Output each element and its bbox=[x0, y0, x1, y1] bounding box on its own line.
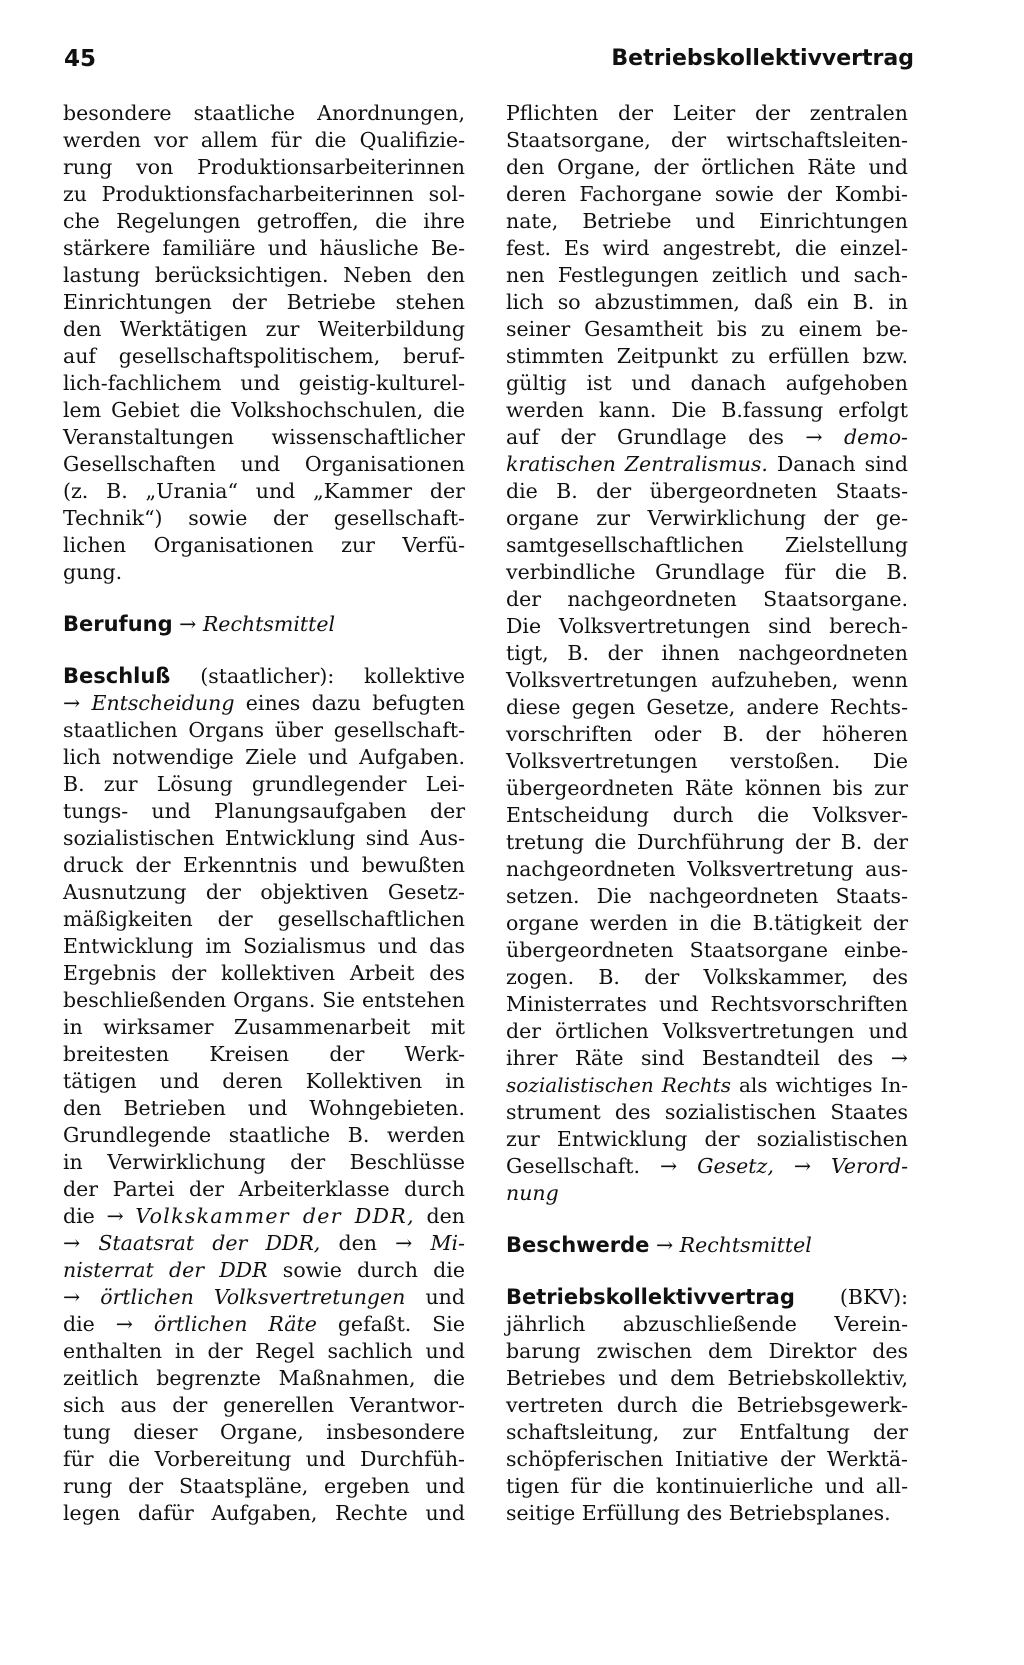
cross-reference-link[interactable]: demo- bbox=[844, 425, 908, 449]
entry-bkv-head bbox=[506, 1284, 908, 1311]
text-line: gültig ist und danach aufgehoben bbox=[506, 371, 908, 395]
text-span: die bbox=[63, 1312, 95, 1336]
text-line: schaftsleitung, zur Entfaltung der bbox=[506, 1420, 908, 1444]
text-line: beschließenden Organs. Sie entstehen bbox=[63, 988, 465, 1012]
text-line: für die Vorbereitung und Durchfüh- bbox=[63, 1447, 465, 1471]
text-line: Pflichten der Leiter der zentralen bbox=[506, 101, 908, 125]
text-span: als wichtiges In- bbox=[738, 1073, 908, 1097]
text-span: den bbox=[338, 1231, 377, 1255]
cross-reference-link[interactable]: sozialistischen Rechts bbox=[506, 1073, 731, 1097]
text-line: tätigen und deren Kollektiven in bbox=[63, 1069, 465, 1093]
text-line: in wirksamer Zusammenarbeit mit bbox=[63, 1015, 465, 1039]
page-number: 45 bbox=[64, 46, 97, 72]
text-line: seitige Erfüllung des Betriebsplanes. bbox=[506, 1501, 891, 1525]
text-line: lastung berücksichtigen. Neben den bbox=[63, 263, 465, 287]
text-line: Betriebes und dem Betriebskollektiv, bbox=[506, 1366, 908, 1390]
text-line: zur Entwicklung der sozialistischen bbox=[506, 1127, 908, 1151]
text-line: besondere staatliche Anordnungen, bbox=[63, 101, 465, 125]
text-line: rung der Staatspläne, ergeben und bbox=[63, 1474, 465, 1498]
text-line: Gesellschaften und Organisationen bbox=[63, 452, 465, 476]
text-line: in Verwirklichung der Beschlüsse bbox=[63, 1150, 465, 1174]
text-line: tretung die Durchführung der B. der bbox=[506, 830, 908, 854]
text-line: werden kann. Die B.fassung erfolgt bbox=[506, 398, 908, 422]
text-line bbox=[506, 1072, 908, 1099]
text-line: sozialistischen Entwicklung sind Aus- bbox=[63, 826, 465, 850]
text-line: nachgeordneten Volksvertretung aus- bbox=[506, 857, 908, 881]
headword: Berufung bbox=[63, 612, 173, 636]
headword: Betriebskollektivvertrag bbox=[506, 1285, 795, 1309]
text-line: übergeordneten Räte können bis zur bbox=[506, 776, 908, 800]
text-line: diese gegen Gesetze, andere Rechts- bbox=[506, 695, 908, 719]
text-line: tigen für die kontinuierliche und all- bbox=[506, 1474, 908, 1498]
cross-reference-link[interactable]: Staatsrat der DDR, bbox=[98, 1231, 321, 1255]
text-line bbox=[506, 424, 908, 451]
cross-reference-link[interactable]: Entscheidung bbox=[91, 691, 235, 715]
text-line: den Betrieben und Wohngebieten. bbox=[63, 1096, 465, 1120]
text-line: zu Produktionsfacharbeiterinnen sol- bbox=[63, 182, 465, 206]
entry-berufung bbox=[63, 611, 465, 638]
cross-reference-link[interactable]: kratischen Zentralismus. bbox=[506, 452, 768, 476]
text-line: vertreten durch die Betriebsgewerk- bbox=[506, 1393, 908, 1417]
text-line: lich notwendige Ziele und Aufgaben. bbox=[63, 745, 465, 769]
text-line bbox=[63, 1311, 465, 1338]
text-line: stärkere familiäre und häusliche Be- bbox=[63, 236, 465, 260]
text-line: nen Festlegungen zeitlich und sach- bbox=[506, 263, 908, 287]
text-line: werden vor allem für die Qualifizie- bbox=[63, 128, 465, 152]
text-span: die bbox=[63, 1204, 95, 1228]
text-line: Die Volksvertretungen sind berech- bbox=[506, 614, 908, 638]
cross-reference-link[interactable]: Mi- bbox=[430, 1231, 465, 1255]
text-span: und bbox=[425, 1285, 465, 1309]
text-line: verbindliche Grundlage für die B. bbox=[506, 560, 908, 584]
text-line: Ausnutzung der objektiven Gesetz- bbox=[63, 880, 465, 904]
arrow-icon: → bbox=[115, 1312, 133, 1336]
text-line: auf gesellschaftspolitischem, beruf- bbox=[63, 344, 465, 368]
cross-reference-link[interactable]: Rechtsmittel bbox=[679, 1233, 812, 1257]
text-line: nate, Betriebe und Einrichtungen bbox=[506, 209, 908, 233]
text-line: breitesten Kreisen der Werk- bbox=[63, 1042, 465, 1066]
text-span: sowie durch die bbox=[282, 1258, 465, 1282]
headword: Beschwerde bbox=[506, 1233, 650, 1257]
text-line: seiner Gesamtheit bis zu einem be- bbox=[506, 317, 908, 341]
text-line: gung. bbox=[63, 560, 123, 584]
text-line bbox=[506, 451, 908, 478]
arrow-icon: → bbox=[805, 425, 823, 449]
text-line: Entscheidung durch die Volksver- bbox=[506, 803, 908, 827]
text-line: organe werden in die B.tätigkeit der bbox=[506, 911, 908, 935]
text-span: Gesellschaft. bbox=[506, 1154, 641, 1178]
text-line: der Partei der Arbeiterklasse durch bbox=[63, 1177, 465, 1201]
arrow-icon: → bbox=[395, 1231, 413, 1255]
cross-reference-link[interactable]: örtlichen Volksvertretungen bbox=[100, 1285, 406, 1309]
text-line: Ergebnis der kollektiven Arbeit des bbox=[63, 961, 465, 985]
text-line: B. zur Lösung grundlegender Lei- bbox=[63, 772, 465, 796]
text-line: Technik“) sowie der gesellschaft- bbox=[63, 506, 465, 530]
text-span: eines dazu befugten bbox=[245, 691, 465, 715]
text-line: barung zwischen dem Direktor des bbox=[506, 1339, 908, 1363]
text-line: mäßigkeiten der gesellschaftlichen bbox=[63, 907, 465, 931]
text-line bbox=[63, 1230, 465, 1257]
text-span: (BKV): bbox=[839, 1285, 908, 1309]
arrow-icon: → bbox=[106, 1204, 124, 1228]
text-line: jährlich abzuschließende Verein- bbox=[506, 1312, 908, 1336]
arrow-icon: → bbox=[793, 1154, 811, 1178]
text-line: Staatsorgane, der wirtschaftsleiten- bbox=[506, 128, 908, 152]
cross-reference-link[interactable]: nisterrat der DDR bbox=[63, 1258, 268, 1282]
text-line: der nachgeordneten Staatsorgane. bbox=[506, 587, 908, 611]
text-line: lichen Organisationen zur Verfü- bbox=[63, 533, 465, 557]
text-line: Einrichtungen der Betriebe stehen bbox=[63, 290, 465, 314]
text-line: Veranstaltungen wissenschaftlicher bbox=[63, 425, 465, 449]
arrow-icon: → bbox=[63, 691, 81, 715]
text-line: Ministerrates und Rechtsvorschriften bbox=[506, 992, 908, 1016]
text-line: sich aus der generellen Verantwor- bbox=[63, 1393, 465, 1417]
text-line: Volksvertretungen verstoßen. Die bbox=[506, 749, 908, 773]
text-line: stimmten Zeitpunkt zu erfüllen bzw. bbox=[506, 344, 908, 368]
running-head: Betriebskollektivvertrag bbox=[611, 46, 914, 71]
text-line: Volksvertretungen aufzuheben, wenn bbox=[506, 668, 908, 692]
cross-reference-link[interactable]: Verord- bbox=[830, 1154, 908, 1178]
arrow-icon: → bbox=[660, 1154, 678, 1178]
text-line: zeitlich begrenzte Maßnahmen, die bbox=[63, 1366, 465, 1390]
text-span: (staatlicher): kollektive bbox=[200, 664, 465, 688]
text-line: che Regelungen getroffen, die ihre bbox=[63, 209, 465, 233]
text-line: strument des sozialistischen Staates bbox=[506, 1100, 908, 1124]
text-span: ihrer Räte sind Bestandteil des bbox=[506, 1046, 874, 1070]
text-line: die B. der übergeordneten Staats- bbox=[506, 479, 908, 503]
arrow-icon: → bbox=[655, 1233, 674, 1257]
text-line: der örtlichen Volksvertretungen und bbox=[506, 1019, 908, 1043]
text-line: lem Gebiet die Volkshochschulen, die bbox=[63, 398, 465, 422]
text-line: druck der Erkenntnis und bewußten bbox=[63, 853, 465, 877]
cross-reference-link[interactable]: Rechtsmittel bbox=[202, 612, 336, 636]
text-line bbox=[506, 1045, 908, 1072]
text-line: fest. Es wird angestrebt, die einzel- bbox=[506, 236, 908, 260]
text-line bbox=[63, 1257, 465, 1284]
text-span: den bbox=[426, 1204, 465, 1228]
text-line bbox=[506, 1180, 908, 1207]
text-line: samtgesellschaftlichen Zielstellung bbox=[506, 533, 908, 557]
text-line: legen dafür Aufgaben, Rechte und bbox=[63, 1501, 465, 1525]
entry-beschwerde bbox=[506, 1232, 908, 1259]
text-line: enthalten in der Regel sachlich und bbox=[63, 1339, 465, 1363]
text-line bbox=[506, 1153, 908, 1180]
right-column bbox=[506, 100, 908, 1527]
text-line: Entwicklung im Sozialismus und das bbox=[63, 934, 465, 958]
arrow-icon: → bbox=[890, 1046, 908, 1070]
text-line: lich so abzustimmen, daß ein B. in bbox=[506, 290, 908, 314]
text-line: organe zur Verwirklichung der ge- bbox=[506, 506, 908, 530]
headword: Beschluß bbox=[63, 664, 171, 688]
text-line: den Werktätigen zur Weiterbildung bbox=[63, 317, 465, 341]
text-span: auf der Grundlage des bbox=[506, 425, 784, 449]
text-span: Danach sind bbox=[776, 452, 908, 476]
text-line: tungs- und Planungsaufgaben der bbox=[63, 799, 465, 823]
text-line: den Organe, der örtlichen Räte und bbox=[506, 155, 908, 179]
text-span: gefaßt. Sie bbox=[337, 1312, 465, 1336]
text-line: rung von Produktionsarbeiterinnen bbox=[63, 155, 465, 179]
cross-reference-link[interactable]: nung bbox=[506, 1181, 559, 1205]
text-line: lich-fachlichem und geistig-kulturel- bbox=[63, 371, 465, 395]
text-line: zogen. B. der Volkskammer, des bbox=[506, 965, 908, 989]
text-line: tigt, B. der ihnen nachgeordneten bbox=[506, 641, 908, 665]
text-line bbox=[63, 1284, 465, 1311]
entry-beschluss-head bbox=[63, 663, 465, 690]
text-line: staatlichen Organs über gesellschaft- bbox=[63, 718, 465, 742]
cross-reference-link[interactable]: Volkskammer der DDR, bbox=[135, 1204, 415, 1228]
text-line: (z. B. „Urania“ und „Kammer der bbox=[63, 479, 465, 503]
text-line: vorschriften oder B. der höheren bbox=[506, 722, 908, 746]
cross-reference-link[interactable]: Gesetz, bbox=[697, 1154, 774, 1178]
arrow-icon: → bbox=[179, 612, 197, 636]
arrow-icon: → bbox=[63, 1231, 81, 1255]
cross-reference-link[interactable]: örtlichen Räte bbox=[153, 1312, 317, 1336]
text-line: tung dieser Organe, insbesondere bbox=[63, 1420, 465, 1444]
text-line: deren Fachorgane sowie der Kombi- bbox=[506, 182, 908, 206]
text-line bbox=[63, 690, 465, 717]
text-line: setzen. Die nachgeordneten Staats- bbox=[506, 884, 908, 908]
text-line: übergeordneten Staatsorgane einbe- bbox=[506, 938, 908, 962]
text-line bbox=[63, 1203, 465, 1230]
text-line: Grundlegende staatliche B. werden bbox=[63, 1123, 465, 1147]
arrow-icon: → bbox=[63, 1285, 81, 1309]
left-column bbox=[63, 100, 465, 1527]
text-line: schöpferischen Initiative der Werktä- bbox=[506, 1447, 908, 1471]
